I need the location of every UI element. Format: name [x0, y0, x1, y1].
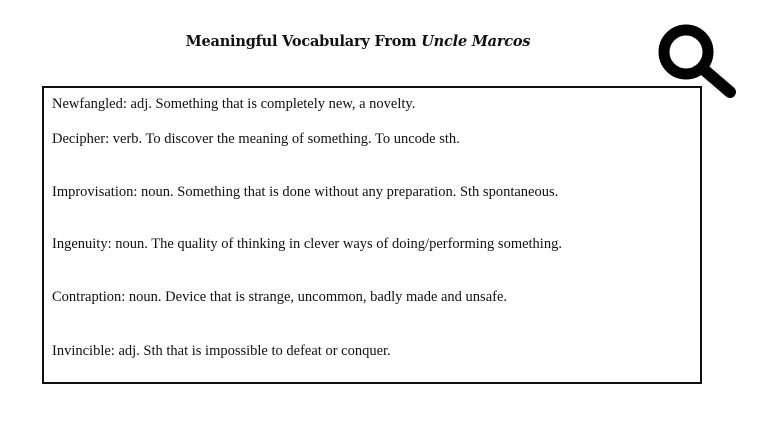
vocab-entry-improvisation: Improvisation: noun. Something that is done without any preparation. Sth spontaneous. [52, 184, 559, 200]
vocab-entry-newfangled: Newfangled: adj. Something that is completely new, a novelty. [52, 96, 416, 112]
vocab-entry-contraption: Contraption: noun. Device that is strange, uncommon, badly made and unsafe. [52, 289, 508, 305]
vocab-entry-ingenuity: Ingenuity: noun. The quality of thinking in clever ways of doing/performing something. [52, 236, 562, 252]
vocabulary-box [42, 86, 702, 384]
title-book-name: Uncle Marcos [421, 33, 531, 50]
title-prefix: Meaningful Vocabulary From [185, 33, 422, 50]
page-title [0, 33, 716, 50]
vocab-entry-decipher: Decipher: verb. To discover the meaning of something. To uncode sth. [52, 131, 460, 147]
vocab-entry-invincible: Invincible: adj. Sth that is impossible to defeat or conquer. [52, 343, 391, 359]
